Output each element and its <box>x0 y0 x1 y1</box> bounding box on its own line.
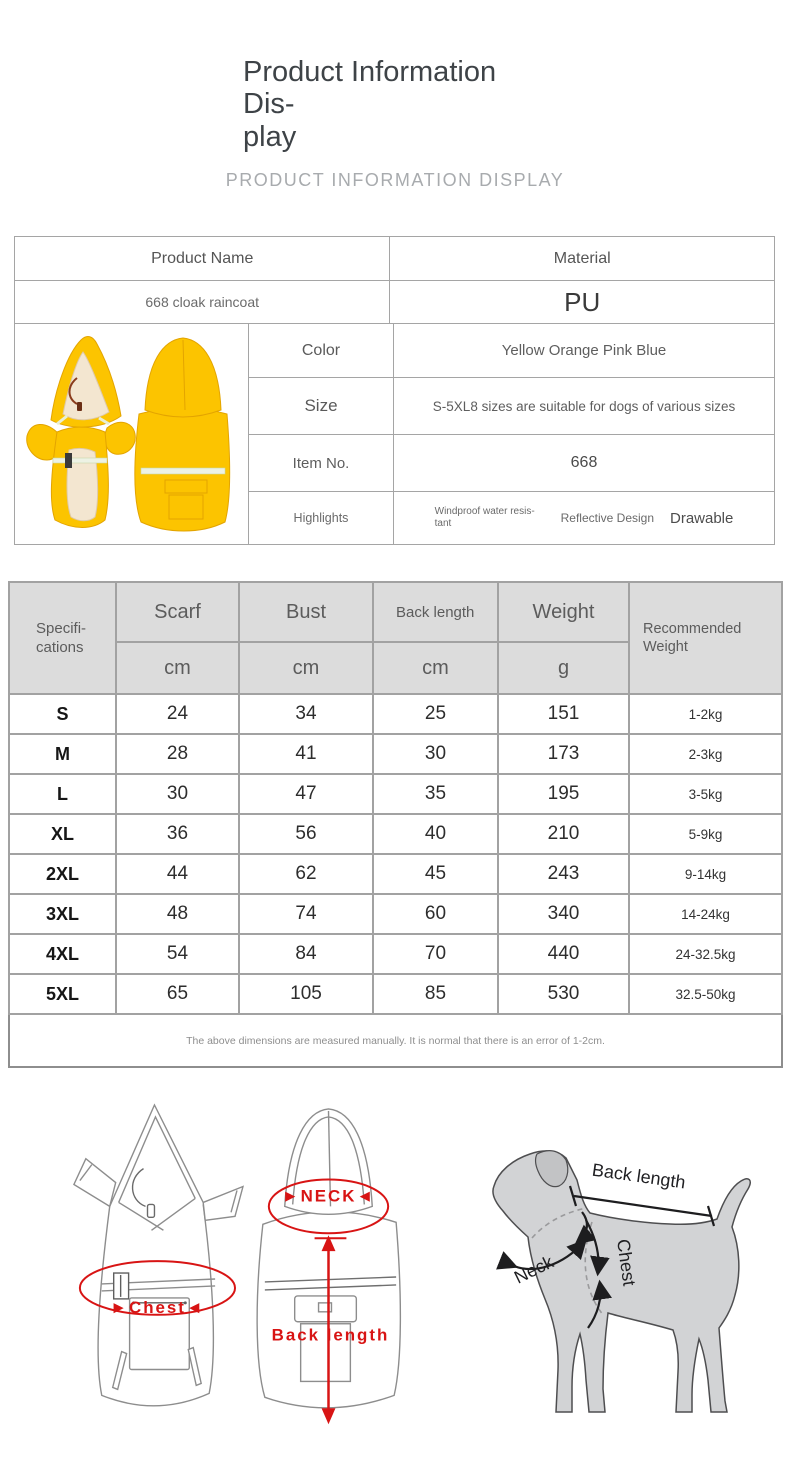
bust-cell: 56 <box>239 814 373 854</box>
bust-cell: 84 <box>239 934 373 974</box>
weight-cell: 173 <box>498 734 629 774</box>
unit-scarf: cm <box>116 642 239 694</box>
bust-cell: 34 <box>239 694 373 734</box>
table-row <box>9 1014 782 1067</box>
spec-header: Specifi-cations <box>9 582 116 694</box>
weight-cell: 195 <box>498 774 629 814</box>
col-header-weight: Weight <box>498 582 629 642</box>
col-header-recommended-weight: Recommended Weight <box>629 582 782 694</box>
item-no-label: Item No. <box>249 435 394 492</box>
col-header-scarf: Scarf <box>116 582 239 642</box>
bust-cell: 41 <box>239 734 373 774</box>
scarf-cell: 54 <box>116 934 239 974</box>
dog-silhouette <box>493 1151 750 1412</box>
weight-cell: 530 <box>498 974 629 1014</box>
bust-cell: 47 <box>239 774 373 814</box>
page-subtitle: PRODUCT INFORMATION DISPLAY <box>225 170 565 191</box>
product-info-table <box>14 236 775 324</box>
item-no-value: 668 <box>394 435 775 492</box>
unit-bust: cm <box>239 642 373 694</box>
scarf-cell: 24 <box>116 694 239 734</box>
back-length-cell: 70 <box>373 934 498 974</box>
table-row <box>9 774 782 814</box>
size-cell: M <box>9 734 116 774</box>
table-row <box>15 324 775 377</box>
weight-cell: 151 <box>498 694 629 734</box>
table-row <box>9 734 782 774</box>
scarf-cell: 65 <box>116 974 239 1014</box>
highlight-item: Reflective Design <box>560 511 654 526</box>
scarf-cell: 48 <box>116 894 239 934</box>
weight-cell: 210 <box>498 814 629 854</box>
size-label: Size <box>249 377 394 435</box>
table-row <box>9 894 782 934</box>
highlights-list <box>394 506 774 531</box>
table-row <box>9 974 782 1014</box>
product-name-header: Product Name <box>15 237 390 281</box>
table-row <box>9 814 782 854</box>
weight-cell: 440 <box>498 934 629 974</box>
recommended-weight-cell: 32.5-50kg <box>629 974 782 1014</box>
color-value: Yellow Orange Pink Blue <box>394 324 775 377</box>
bust-cell: 62 <box>239 854 373 894</box>
size-value: S-5XL8 sizes are suitable for dogs of various sizes <box>394 377 775 435</box>
table-row <box>9 854 782 894</box>
size-cell: 4XL <box>9 934 116 974</box>
back-length-cell: 25 <box>373 694 498 734</box>
product-info-section <box>14 236 775 545</box>
measurement-diagrams <box>0 1084 790 1472</box>
product-photo <box>15 324 249 539</box>
back-length-cell: 35 <box>373 774 498 814</box>
page-title-line2: play <box>243 120 297 153</box>
scarf-cell: 28 <box>116 734 239 774</box>
back-length-cell: 60 <box>373 894 498 934</box>
product-name-value: 668 cloak raincoat <box>15 281 390 324</box>
coat-measurement-sketch <box>58 1084 418 1472</box>
dog-back-length-label: Back length <box>590 1160 687 1193</box>
size-table-body <box>9 694 782 1014</box>
size-cell: XL <box>9 814 116 854</box>
back-length-cell: 85 <box>373 974 498 1014</box>
dog-diagram-box <box>420 1106 790 1441</box>
material-value: PU <box>390 281 775 324</box>
size-chart-table <box>8 581 783 1068</box>
scarf-cell: 30 <box>116 774 239 814</box>
recommended-weight-cell: 2-3kg <box>629 734 782 774</box>
size-cell: 2XL <box>9 854 116 894</box>
size-chart-header <box>9 582 782 694</box>
table-row <box>9 934 782 974</box>
unit-back-length: cm <box>373 642 498 694</box>
back-length-label: Back length <box>271 1326 390 1346</box>
back-length-cell: 40 <box>373 814 498 854</box>
table-row <box>9 694 782 734</box>
product-photo-cell <box>15 324 249 545</box>
highlight-item: Drawable <box>670 509 734 527</box>
recommended-weight-cell: 9-14kg <box>629 854 782 894</box>
color-label: Color <box>249 324 394 377</box>
bust-cell: 105 <box>239 974 373 1014</box>
table-row <box>9 582 782 642</box>
recommended-weight-cell: 1-2kg <box>629 694 782 734</box>
page-title <box>243 56 553 153</box>
chest-label: ►Chest◄ <box>110 1298 205 1318</box>
product-detail-table <box>14 323 775 545</box>
scarf-cell: 44 <box>116 854 239 894</box>
size-cell: 3XL <box>9 894 116 934</box>
size-cell: S <box>9 694 116 734</box>
dog-chest-label: Chest <box>613 1238 640 1288</box>
weight-cell: 340 <box>498 894 629 934</box>
dog-neck-label: Neck <box>510 1252 557 1289</box>
recommended-weight-cell: 5-9kg <box>629 814 782 854</box>
highlights-cell <box>394 491 775 544</box>
coat-front-sketch <box>74 1105 243 1406</box>
material-header: Material <box>390 237 775 281</box>
table-row <box>15 237 775 281</box>
back-length-cell: 45 <box>373 854 498 894</box>
recommended-weight-cell: 14-24kg <box>629 894 782 934</box>
highlight-item: Windproof water resis-tant <box>434 505 535 530</box>
highlights-label: Highlights <box>249 491 394 544</box>
unit-weight: g <box>498 642 629 694</box>
neck-label: ►NECK◄ <box>281 1186 376 1206</box>
measurement-note: The above dimensions are measured manually. It is normal that there is an error of 1-2cm. <box>9 1014 782 1067</box>
weight-cell: 243 <box>498 854 629 894</box>
recommended-weight-cell: 24-32.5kg <box>629 934 782 974</box>
size-cell: 5XL <box>9 974 116 1014</box>
col-header-bust: Bust <box>239 582 373 642</box>
page-title-line1: Product Information Dis- <box>243 56 497 121</box>
back-length-cell: 30 <box>373 734 498 774</box>
size-cell: L <box>9 774 116 814</box>
dog-measurement-diagram <box>420 1106 790 1436</box>
col-header-back-length: Back length <box>373 582 498 642</box>
recommended-weight-cell: 3-5kg <box>629 774 782 814</box>
table-row <box>15 281 775 324</box>
page-header <box>0 0 790 191</box>
scarf-cell: 36 <box>116 814 239 854</box>
bust-cell: 74 <box>239 894 373 934</box>
